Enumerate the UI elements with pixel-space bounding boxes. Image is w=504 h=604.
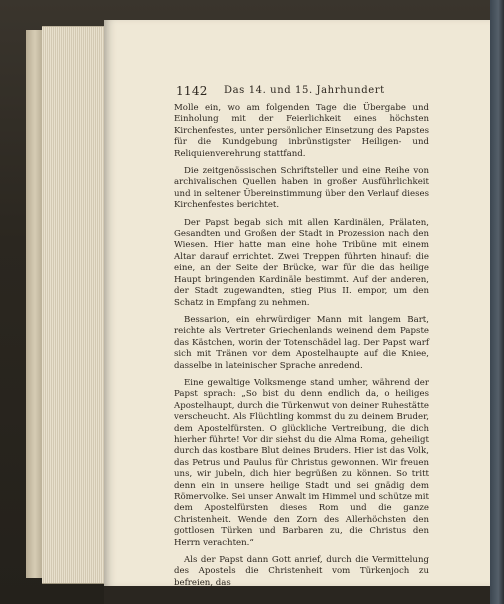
page-header xyxy=(176,84,432,100)
running-head: Das 14. und 15. Jahrhundert xyxy=(224,85,385,96)
page-number: 1142 xyxy=(176,84,208,98)
paragraph: Eine gewaltige Volksmenge stand umher, während der Papst sprach: „So bist du denn endlich da, o heiliges Apostelhaupt, durch die Türkenwut von deiner Ruhestätte verscheucht. Als Flüchtling kommst du zu deinem Bruder, dem Apostelfürsten. O glückliche Vertreibung, die dich hierher führte! Vor dir siehst du die Alma Roma, geheiligt durch das kostbare Blut deines Bruders. Hier ist das Volk, das Petrus und Paulus für Christus gewonnen. Wir freuen uns, wir jubeln, dich hier begrüßen zu können. So tritt denn ein in unsere heilige Stadt und sei gnädig dem Römervolke. Sei unser Anwalt im Himmel und schütze mit dem Apostelfürsten dieses Rom und die ganze Christenheit. Wende den Zorn des Allerhöchsten den gottlosen Türken und Barbaren zu, die Christus den Herrn verachten.“ xyxy=(174,377,430,548)
paragraph: Der Papst begab sich mit allen Kardinälen, Prälaten, Gesandten und Großen der Stadt in Prozession nach den Wiesen. Hier hatte man eine hohe Tribüne mit einem Altar darauf errichtet. Zwei Treppen führten hinauf: die eine, an der Seite der Brücke, war für die das heilige Haupt bringenden Kardinäle bestimmt. Auf der anderen, der Stadt zugewandten, stieg Pius II. empor, um den Schatz in Empfang zu nehmen. xyxy=(174,217,429,308)
page-stack-edges xyxy=(42,26,106,584)
page-body xyxy=(174,103,429,595)
paragraph: Die zeitgenössischen Schriftsteller und eine Reihe von archivalischen Quellen haben in großer Ausführlichkeit und in seltener Übereinstimmung über den Verlauf dieses Kirchenfestes berichtet. xyxy=(174,166,429,211)
paragraph: Als der Papst dann Gott anrief, durch die Vermittelung des Apostels die Christenheit vom Türkenjoch zu befreien, das xyxy=(174,555,429,588)
paragraph: Molle ein, wo am folgenden Tage die Übergabe und Einholung mit der Feierlichkeit eines höchsten Kirchenfestes, unter persönlicher Einsetzung des Papstes für die Kundgebung inbrünstigster Heiligen- und Reliquienverehrung stattfand. xyxy=(174,103,429,159)
paragraph: Bessarion, ein ehrwürdiger Mann mit langem Bart, reichte als Vertreter Griechenlands weinend dem Papste das Kästchen, worin der Totenschädel lag. Der Papst warf sich mit Tränen vor dem Apostelhaupte auf die Kniee, dasselbe in lateinischer Sprache anredend. xyxy=(174,314,429,371)
background-right-edge xyxy=(490,0,504,604)
